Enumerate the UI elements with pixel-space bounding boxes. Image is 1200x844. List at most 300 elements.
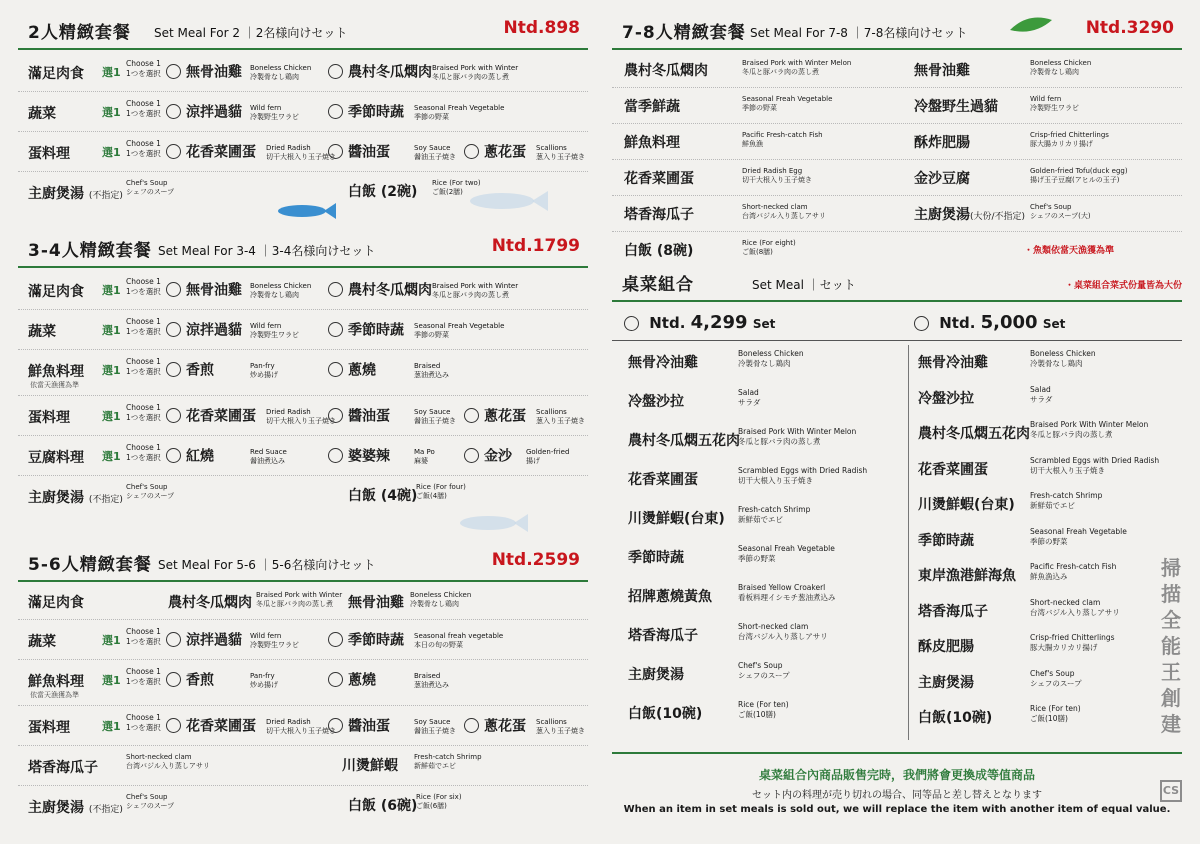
dish-desc xyxy=(742,167,812,185)
set78-row xyxy=(612,196,1182,232)
dish-desc-jp: 切干大根入り玉子焼き xyxy=(742,176,812,184)
dish-desc-jp: 鮮魚漁 xyxy=(742,140,763,148)
set-dish-desc xyxy=(738,427,856,447)
select-one-badge: 選1 xyxy=(102,410,121,423)
option-scallion-egg[interactable] xyxy=(464,405,526,426)
option-name: 季節時蔬 xyxy=(348,632,404,649)
set-dish-desc-jp: シェフのスープ xyxy=(1030,678,1082,688)
set-dish-desc-jp: シェフのスープ xyxy=(738,671,790,680)
set-dish-item xyxy=(628,580,904,615)
dish-name: 塔香海瓜子 xyxy=(624,207,694,223)
set-dish-desc-jp: サラダ xyxy=(738,398,761,407)
option-desc xyxy=(414,362,449,380)
dish-desc-en: Golden-fried Tofu(duck egg) xyxy=(1030,167,1128,175)
dish-desc-jp: 豚大腸カリカリ揚げ xyxy=(1030,140,1093,148)
radio-icon[interactable] xyxy=(464,718,479,733)
radio-icon[interactable] xyxy=(328,408,343,423)
set56-row-clam xyxy=(18,746,588,786)
dish-desc-en: Pacific Fresh-catch Fish xyxy=(742,131,823,139)
option-desc xyxy=(266,408,336,426)
choose-note xyxy=(126,403,161,423)
set-dish-item xyxy=(918,453,1182,488)
choose-en: Choose 1 xyxy=(126,627,161,636)
set-dish-desc xyxy=(738,349,804,369)
select-one-badge: 選1 xyxy=(102,284,121,297)
set-dish-desc-jp: 台湾バジル入り蒸しアサリ xyxy=(738,632,828,641)
dish-desc xyxy=(1030,203,1091,221)
option-desc-jp: 冬瓜と豚バラ肉の蒸し煮 xyxy=(432,291,509,299)
select-one-badge: 選1 xyxy=(102,450,121,463)
category-label xyxy=(28,183,123,203)
radio-icon[interactable] xyxy=(328,362,343,377)
option-name: 涼拌過貓 xyxy=(186,322,242,339)
set-dish-desc-jp: ご飯(10膳) xyxy=(738,710,776,719)
choose-en: Choose 1 xyxy=(126,99,161,108)
set-dish-desc-en: Fresh-catch Shrimp xyxy=(738,505,811,514)
radio-icon[interactable] xyxy=(166,718,181,733)
set-dish-item xyxy=(628,541,904,576)
set-dish-desc-jp: 新鮮茹でエビ xyxy=(738,515,783,524)
category-label: 滿足肉食 xyxy=(28,595,84,611)
set-dish-desc-jp: 冷製骨なし鶏肉 xyxy=(738,359,791,368)
radio-icon[interactable] xyxy=(328,448,343,463)
category-label: 鮮魚料理 xyxy=(28,674,84,690)
set-dish-desc-en: Scrambled Eggs with Dried Radish xyxy=(738,466,868,475)
option-pan-fry[interactable] xyxy=(166,359,214,380)
option-seasonal-veg[interactable] xyxy=(328,629,404,650)
dish-desc-jp: ご飯(8膳) xyxy=(742,248,773,256)
radio-icon[interactable] xyxy=(914,316,929,331)
rice-label: 白飯 (4碗) xyxy=(348,488,418,504)
set-dish-name: 花香菜圃蛋 xyxy=(628,472,698,488)
option-boneless-chicken[interactable] xyxy=(166,279,242,300)
option-desc-en: Boneless Chicken xyxy=(250,64,312,72)
option-desc xyxy=(250,322,299,340)
set-dish-desc xyxy=(738,583,836,603)
set-dish-desc-jp: 鮮魚漁込み xyxy=(1030,572,1068,581)
option-scallion-egg[interactable] xyxy=(464,141,526,162)
set56-row-meat xyxy=(18,584,588,620)
option-soy-egg[interactable] xyxy=(328,715,390,736)
option-desc-en: Scallions xyxy=(536,408,567,416)
soup-en: Chef's Soup xyxy=(126,179,168,187)
set-option-b[interactable] xyxy=(914,312,1065,333)
option-name: 季節時蔬 xyxy=(348,104,404,121)
set34-header xyxy=(18,232,588,268)
set-dish-item xyxy=(918,559,1182,594)
radio-icon[interactable] xyxy=(328,672,343,687)
option-desc xyxy=(250,64,311,82)
option-seasonal-veg[interactable] xyxy=(328,319,404,340)
set-dish-desc xyxy=(738,700,789,720)
option-name: 涼拌過貓 xyxy=(186,632,242,649)
set56-price: Ntd.2599 xyxy=(491,550,580,570)
option-mapo[interactable] xyxy=(328,445,390,466)
dish-desc xyxy=(742,59,851,77)
set56-subtitle: Set Meal For 5-6 ｜5-6名様向けセット xyxy=(158,558,376,572)
set-dish-name: 招牌蔥燒黃魚 xyxy=(628,589,712,605)
set-dish-desc xyxy=(738,622,828,642)
option-desc-en: Seasonal Freah Vegetable xyxy=(414,104,505,112)
option-wild-fern[interactable] xyxy=(166,101,242,122)
scanner-badge: CS xyxy=(1160,780,1182,802)
option-desc-jp: 揚げ xyxy=(526,457,540,465)
option-scallion-braise[interactable] xyxy=(328,669,376,690)
set78-title: 7-8人精緻套餐 xyxy=(622,23,746,43)
set-dish-desc-en: Boneless Chicken xyxy=(1030,349,1096,358)
option-name: 醬油蛋 xyxy=(348,144,390,161)
option-desc xyxy=(250,282,311,300)
set56-title: 5-6人精緻套餐 xyxy=(28,555,152,575)
option-name: 蔥花蛋 xyxy=(484,144,526,161)
set-dish-desc-en: Fresh-catch Shrimp xyxy=(1030,491,1103,500)
set-dish-item xyxy=(918,701,1182,736)
dish-desc-en: Braised Pork with Winter xyxy=(256,591,343,599)
option-desc xyxy=(536,718,585,736)
rice-jp: ご飯(4膳) xyxy=(416,492,447,500)
option-braised-pork[interactable] xyxy=(328,61,432,82)
set-dish-item xyxy=(918,488,1182,523)
category-label: 塔香海瓜子 xyxy=(28,760,98,776)
select-one-badge: 選1 xyxy=(102,674,121,687)
choose-jp: 1つを選択 xyxy=(126,413,161,422)
set-dish-desc xyxy=(738,544,835,564)
set-dish-item xyxy=(918,595,1182,630)
option-radish-egg[interactable] xyxy=(166,405,256,426)
radio-icon[interactable] xyxy=(166,448,181,463)
radio-icon[interactable] xyxy=(166,282,181,297)
set-dish-desc-jp: 冬瓜と豚バラ肉の蒸し煮 xyxy=(1030,430,1113,439)
select-one-badge: 選1 xyxy=(102,146,121,159)
choose-en: Choose 1 xyxy=(126,403,161,412)
option-name: 花香菜圃蛋 xyxy=(186,144,256,161)
radio-icon[interactable] xyxy=(328,632,343,647)
radio-icon[interactable] xyxy=(166,104,181,119)
set-dish-desc xyxy=(1030,598,1120,618)
set-dish-item xyxy=(628,346,904,381)
dish-desc-en: Seasonal Freah Vegetable xyxy=(742,95,833,103)
option-wild-fern[interactable] xyxy=(166,629,242,650)
set34-title: 3-4人精緻套餐 xyxy=(28,241,152,261)
set78-row xyxy=(612,52,1182,88)
radio-icon[interactable] xyxy=(166,64,181,79)
option-pan-fry[interactable] xyxy=(166,669,214,690)
option-desc-en: Boneless Chicken xyxy=(250,282,312,290)
option-name: 紅燒 xyxy=(186,448,214,465)
option-desc xyxy=(250,632,299,650)
set-dish-name: 主廚煲湯 xyxy=(918,674,974,691)
radio-icon[interactable] xyxy=(166,632,181,647)
radio-icon[interactable] xyxy=(328,64,343,79)
dish-name: 冷盤野生過貓 xyxy=(914,99,998,115)
option-radish-egg[interactable] xyxy=(166,715,256,736)
set2-title: 2人精緻套餐 xyxy=(28,23,131,43)
soup-jp: シェフのスープ xyxy=(126,802,175,810)
option-desc xyxy=(526,448,569,466)
option-desc-jp: 葱油煮込み xyxy=(414,371,449,379)
right-column xyxy=(612,0,1182,844)
soup-jp: シェフのスープ xyxy=(126,492,175,500)
dish-desc-en: Dried Radish Egg xyxy=(742,167,803,175)
footer xyxy=(612,752,1182,822)
fish-icon xyxy=(276,200,336,222)
option-desc-jp: 切干大根入り玉子焼き xyxy=(266,153,336,161)
leaf-icon xyxy=(1008,16,1054,34)
dish-desc-jp: 冬瓜と豚バラ肉の蒸し煮 xyxy=(256,600,333,608)
rice-en: Rice (For six) xyxy=(416,793,462,801)
dish-desc xyxy=(1030,167,1128,185)
set34-row-fish xyxy=(18,350,588,396)
option-desc-jp: 季節の野菜 xyxy=(414,113,449,121)
set-dish-name: 季節時蔬 xyxy=(918,532,974,549)
dish-name: 當季鮮蔬 xyxy=(624,99,680,115)
option-name: 醬油蛋 xyxy=(348,408,390,425)
option-boneless-chicken[interactable] xyxy=(166,61,242,82)
dish-desc-en: Fresh-catch Shrimp xyxy=(414,753,482,761)
option-desc xyxy=(432,282,518,300)
category-label xyxy=(28,797,123,817)
option-desc xyxy=(414,408,456,426)
dish-desc-jp: シェフのスープ(大) xyxy=(1030,212,1091,220)
set-dish-item xyxy=(628,385,904,420)
radio-icon[interactable] xyxy=(464,448,479,463)
set78-row xyxy=(612,232,1182,268)
category-label: 蛋料理 xyxy=(28,146,70,162)
set-dish-item xyxy=(628,463,904,498)
set-dish-item xyxy=(628,502,904,537)
option-desc-en: Scallions xyxy=(536,718,567,726)
dish-desc-en: Braised Pork with Winter Melon xyxy=(742,59,852,67)
radio-icon[interactable] xyxy=(328,718,343,733)
soup-jp: シェフのスープ xyxy=(126,188,175,196)
dish-name xyxy=(914,204,1025,224)
fish-notice: ・魚類依當天漁獲為準 xyxy=(1024,246,1115,256)
option-desc-en: Braised xyxy=(414,362,441,370)
option-name: 婆婆辣 xyxy=(348,448,390,465)
choose-jp: 1つを選択 xyxy=(126,327,161,336)
radio-icon[interactable] xyxy=(166,144,181,159)
set2-subtitle: Set Meal For 2 ｜2名様向けセット xyxy=(154,26,348,40)
option-desc xyxy=(250,448,287,466)
soup-en: Chef's Soup xyxy=(126,483,168,491)
set-dish-desc xyxy=(738,505,810,525)
radio-icon[interactable] xyxy=(166,322,181,337)
set-dish-desc-jp: 新鮮茹でエビ xyxy=(1030,501,1075,510)
set78-header xyxy=(612,14,1182,50)
set-dish-item xyxy=(628,619,904,654)
set-dish-item xyxy=(918,524,1182,559)
column-divider xyxy=(908,345,909,740)
footer-jp: セット内の料理が売り切れの場合、同等品と差し替えとなります xyxy=(752,790,1042,801)
option-desc-jp: 冷製骨なし鶏肉 xyxy=(250,73,299,81)
option-braised-pork[interactable] xyxy=(328,279,432,300)
set-dish-desc-jp: 切干大根入り玉子焼き xyxy=(738,476,813,485)
choose-en: Choose 1 xyxy=(126,59,161,68)
option-name: 金沙 xyxy=(484,448,512,465)
radio-icon[interactable] xyxy=(166,408,181,423)
set2-row-egg xyxy=(18,132,588,172)
dish-desc-en: Chef's Soup xyxy=(1030,203,1072,211)
dish-name: 鮮魚料理 xyxy=(624,135,680,151)
option-seasonal-veg[interactable] xyxy=(328,101,404,122)
option-name: 農村冬瓜燜肉 xyxy=(348,282,432,299)
radio-icon[interactable] xyxy=(464,408,479,423)
category-note: 依當天漁獲為準 xyxy=(30,381,79,389)
table-set-subtitle: Set Meal ｜セット xyxy=(752,278,856,292)
table-set-header xyxy=(612,266,1182,302)
option-scallion-braise[interactable] xyxy=(328,359,376,380)
option-desc xyxy=(250,672,278,690)
set-dish-desc xyxy=(1030,456,1159,476)
set78-row xyxy=(612,88,1182,124)
option-desc-en: Seasonal Freah Vegetable xyxy=(414,322,505,330)
option-desc xyxy=(266,718,336,736)
option-desc-en: Soy Sauce xyxy=(414,718,451,726)
radio-icon[interactable] xyxy=(328,104,343,119)
clam-jp: 台湾バジル入り蒸しアサリ xyxy=(126,762,210,770)
choose-note xyxy=(126,357,161,377)
option-wild-fern[interactable] xyxy=(166,319,242,340)
set-dish-desc xyxy=(1030,420,1148,440)
radio-icon[interactable] xyxy=(464,144,479,159)
dish-desc-en: Boneless Chicken xyxy=(1030,59,1092,67)
set-dish-desc xyxy=(1030,385,1052,405)
option-desc-jp: 炒め揚げ xyxy=(250,371,278,379)
set-dish-desc-jp: 看板料理イシモチ葱油煮込み xyxy=(738,593,836,602)
set34-row-egg xyxy=(18,396,588,436)
set78-subtitle: Set Meal For 7-8 ｜7-8名様向けセット xyxy=(750,26,968,40)
set56-row-veg xyxy=(18,620,588,660)
choose-jp: 1つを選択 xyxy=(126,109,161,118)
set-dish-desc-en: Pacific Fresh-catch Fish xyxy=(1030,562,1117,571)
option-desc xyxy=(266,144,336,162)
option-soy-egg[interactable] xyxy=(328,141,390,162)
set-price-amount: 4,299 xyxy=(690,312,748,333)
set-dish-name: 冷盤沙拉 xyxy=(628,394,684,410)
set-dish-desc-en: Boneless Chicken xyxy=(738,349,804,358)
option-desc-en: Dried Radish xyxy=(266,144,311,152)
category-label: 滿足肉食 xyxy=(28,66,84,82)
option-scallion-egg[interactable] xyxy=(464,715,526,736)
fixed-dish: 川燙鮮蝦 xyxy=(342,758,398,774)
option-golden-fried[interactable] xyxy=(464,445,512,466)
set-dish-desc-jp: サラダ xyxy=(1030,394,1053,404)
option-desc xyxy=(414,632,503,650)
rice-jp: ご飯(6膳) xyxy=(416,802,447,810)
set-dish-item xyxy=(628,424,904,459)
option-desc-jp: 醤油玉子焼き xyxy=(414,153,456,161)
set-dish-name: 無骨冷油雞 xyxy=(628,355,698,371)
option-name: 蔥燒 xyxy=(348,672,376,689)
set-dish-name: 花香菜圃蛋 xyxy=(918,461,988,478)
set2-price: Ntd.898 xyxy=(503,18,580,38)
option-desc-en: Seasonal freah vegetable xyxy=(414,632,504,640)
soup-desc xyxy=(126,793,174,811)
set-option-a[interactable] xyxy=(624,312,775,333)
set-dish-desc-en: Seasonal Freah Vegetable xyxy=(738,544,835,553)
clam-desc xyxy=(126,753,210,771)
rice-jp: ご飯(2膳) xyxy=(432,188,463,196)
choose-jp: 1つを選択 xyxy=(126,453,161,462)
radio-icon[interactable] xyxy=(166,672,181,687)
category-label: 蛋料理 xyxy=(28,410,70,426)
set-dish-desc xyxy=(1030,633,1115,653)
option-red-sauce[interactable] xyxy=(166,445,214,466)
option-radish-egg[interactable] xyxy=(166,141,256,162)
scanner-watermark: 掃描全能王 創建 xyxy=(1161,556,1181,736)
option-name: 農村冬瓜燜肉 xyxy=(348,64,432,81)
dish-desc xyxy=(1030,95,1079,113)
set-dish-desc-en: Rice (For ten) xyxy=(1030,704,1081,713)
set-dish-desc xyxy=(1030,349,1096,369)
set-dish-desc-jp: 台湾バジル入り蒸しアサリ xyxy=(1030,607,1120,617)
choose-en: Choose 1 xyxy=(126,277,161,286)
choose-jp: 1つを選択 xyxy=(126,677,161,686)
set-dish-name: 酥皮肥腸 xyxy=(918,639,974,655)
radio-icon[interactable] xyxy=(328,144,343,159)
option-desc xyxy=(432,64,518,82)
set-dish-item xyxy=(918,666,1182,701)
set-dish-desc xyxy=(1030,527,1127,547)
option-soy-egg[interactable] xyxy=(328,405,390,426)
choose-note xyxy=(126,139,161,159)
choose-note xyxy=(126,317,161,337)
set-dish-desc-en: Rice (For ten) xyxy=(738,700,789,709)
set-dish-name: 無骨冷油雞 xyxy=(918,355,988,371)
rice-en: Rice (For four) xyxy=(416,483,466,491)
fixed-dish: 無骨油雞 xyxy=(348,595,404,611)
option-desc xyxy=(414,322,504,340)
set34-row-meat xyxy=(18,270,588,310)
option-desc xyxy=(536,408,585,426)
radio-icon[interactable] xyxy=(624,316,639,331)
radio-icon[interactable] xyxy=(328,282,343,297)
footer-en: When an item in set meals is sold out, we will replace the item with another item of equal value. xyxy=(623,804,1171,815)
set-dish-desc xyxy=(1030,704,1081,724)
fixed-dish: 農村冬瓜燜肉 xyxy=(168,595,252,611)
dish-desc-en: Boneless Chicken xyxy=(410,591,472,599)
option-desc-en: Braised xyxy=(414,672,441,680)
rice-label: 白飯 (6碗) xyxy=(348,798,418,814)
set-dish-desc-en: Salad xyxy=(738,388,759,397)
table-set-notice: ・桌菜組合菜式份量皆為大份 xyxy=(1064,281,1182,291)
set-dish-desc-en: Braised Pork With Winter Melon xyxy=(1030,420,1149,429)
set56-header xyxy=(18,546,588,582)
dish-desc xyxy=(742,239,796,257)
set-price-prefix: Ntd. xyxy=(939,314,976,332)
option-desc-jp: 醤油玉子焼き xyxy=(414,417,456,425)
radio-icon[interactable] xyxy=(328,322,343,337)
set-dish-desc xyxy=(1030,562,1116,582)
option-name: 花香菜圃蛋 xyxy=(186,408,256,425)
dish-desc xyxy=(410,591,471,609)
category-label: 蔬菜 xyxy=(28,106,56,122)
choose-note xyxy=(126,443,161,463)
set34-row-veg xyxy=(18,310,588,350)
select-one-badge: 選1 xyxy=(102,324,121,337)
radio-icon[interactable] xyxy=(166,362,181,377)
option-name: 蔥燒 xyxy=(348,362,376,379)
option-desc-jp: 醤油玉子焼き xyxy=(414,727,456,735)
left-column xyxy=(18,0,588,844)
set-dish-desc-en: Chef's Soup xyxy=(738,661,783,670)
category-label: 蛋料理 xyxy=(28,720,70,736)
option-desc-jp: 冷製骨なし鶏肉 xyxy=(250,291,299,299)
set-dish-desc-jp: 冬瓜と豚バラ肉の蒸し煮 xyxy=(738,437,821,446)
option-desc-jp: 季節の野菜 xyxy=(414,331,449,339)
set-dish-desc-jp: 冷製骨なし鶏肉 xyxy=(1030,359,1083,368)
dish-desc-jp: 季節の野菜 xyxy=(742,104,777,112)
